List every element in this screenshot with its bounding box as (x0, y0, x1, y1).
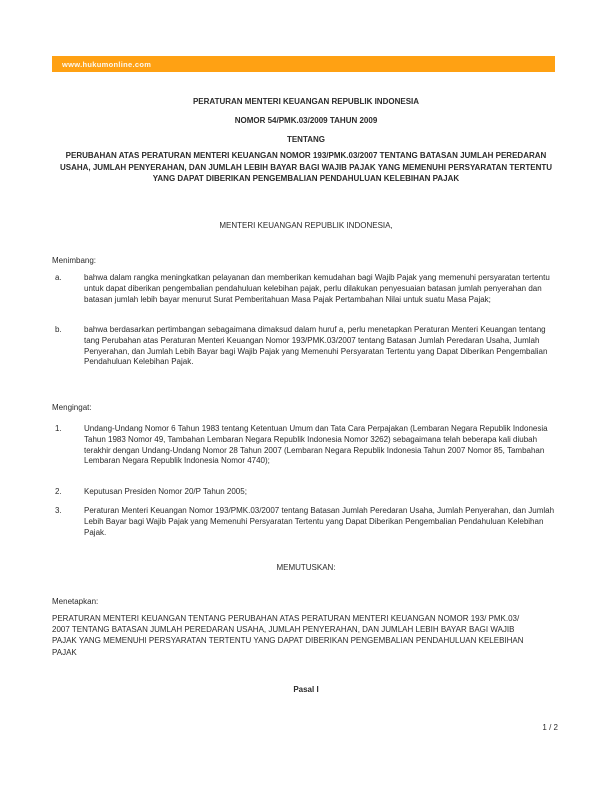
item-marker: b. (55, 325, 62, 334)
item-marker: a. (55, 273, 62, 282)
doc-title-line-1: PERATURAN MENTERI KEUANGAN REPUBLIK INDONESIA (192, 97, 420, 106)
document-title-block (0, 92, 612, 149)
item-marker: 3. (55, 506, 62, 515)
issuer-line: MENTERI KEUANGAN REPUBLIK INDONESIA, (219, 221, 393, 230)
item-marker: 1. (55, 424, 62, 433)
item-text: Keputusan Presiden Nomor 20/P Tahun 2005; (84, 487, 247, 496)
item-text: Undang-Undang Nomor 6 Tahun 1983 tentang Ketentuan Umum dan Tata Cara Perpajakan (Lembaran Negara Republik Indonesia Tahun 1983 Nomor 49, Tambahan Lembaran Negara Republik Indonesia Nomor 3262) sebagaimana telah beberapa kali diubah terakhir dengan Undang-Undang Nomor 28 Tahun 2007 (Lembaran Negara Republik Indonesia Tahun 2007 Nomor 85, Tambahan Lembaran Negara Republik Indonesia Nomor 4740); (84, 424, 548, 466)
menetapkan-body: PERATURAN MENTERI KEUANGAN TENTANG PERUBAHAN ATAS PERATURAN MENTERI KEUANGAN NOMOR 193/ PMK.03/ 2007 TENTANG BATASAN JUMLAH PEREDARAN USAHA, JUMLAH PENYERAHAN, DAN JUMLAH LEBIH BAYAR BAGI WAJIB PAJAK YANG MEMENUHI PERSYARATAN TERTENTU YANG DAPAT DIBERIKAN PENGEMBALIAN PENDAHULUAN KELEBIHAN PAJAK (52, 614, 524, 657)
menetapkan-label: Menetapkan: (52, 597, 99, 606)
doc-title-line-3: TENTANG (286, 135, 326, 144)
item-text: bahwa dalam rangka meningkatkan pelayanan dan memberikan kemudahan bagi Wajib Pajak yang memenuhi persyaratan tertentu untuk dapat diberikan pengembalian pendahuluan kelebihan pajak, perlu dilakukan penyesuaian batasan jumlah penyerahan dan batasan jumlah lebih bayar menurut Surat Pemberitahuan Masa Pajak Pertambahan Nilai untuk suatu Masa Pajak; (84, 273, 550, 304)
site-url-text: www.hukumonline.com (62, 59, 152, 69)
item-text: bahwa berdasarkan pertimbangan sebagaimana dimaksud dalam huruf a, perlu menetapkan Peraturan Menteri Keuangan tentang tang Perubahan atas Peraturan Menteri Keuangan Nomor 193/PMK.03/2007 tentang Batasan Jumlah Peredaran Usaha, Jumlah Penyerahan, dan Jumlah Lebih Bayar bagi Wajib Pajak yang Memenuhi Persyaratan Tertentu yang Dapat Diberikan Pengembalian Pendahuluan Kelebihan Pajak. (84, 325, 548, 367)
mengingat-label: Mengingat: (52, 403, 92, 412)
doc-title-line-2: NOMOR 54/PMK.03/2009 TAHUN 2009 (234, 116, 378, 125)
page-number: 1 / 2 (542, 723, 558, 732)
menimbang-label: Menimbang: (52, 256, 97, 265)
site-banner (52, 56, 555, 72)
memutuskan-heading: MEMUTUSKAN: (276, 563, 336, 572)
item-marker: 2. (55, 487, 62, 496)
doc-subject-title: PERUBAHAN ATAS PERATURAN MENTERI KEUANGAN NOMOR 193/PMK.03/2007 TENTANG BATASAN JUMLAH PEREDARAN USAHA, JUMLAH PENYERAHAN, DAN JUMLAH LEBIH BAYAR BAGI WAJIB PAJAK YANG MEMENUHI PERSYARATAN TERTENTU YANG DAPAT DIBERIKAN PENGEMBALIAN PENDAHULUAN KELEBIHAN PAJAK (59, 151, 553, 184)
item-text: Peraturan Menteri Keuangan Nomor 193/PMK.03/2007 tentang Batasan Jumlah Peredaran Usaha, Jumlah Penyerahan, dan Jumlah Lebih Bayar bagi Wajib Pajak yang Memenuhi Persyaratan Tertentu yang Dapat Diberikan Pengembalian Pendahuluan Kelebihan Pajak. (84, 506, 555, 537)
pasal-heading: Pasal I (293, 685, 319, 694)
